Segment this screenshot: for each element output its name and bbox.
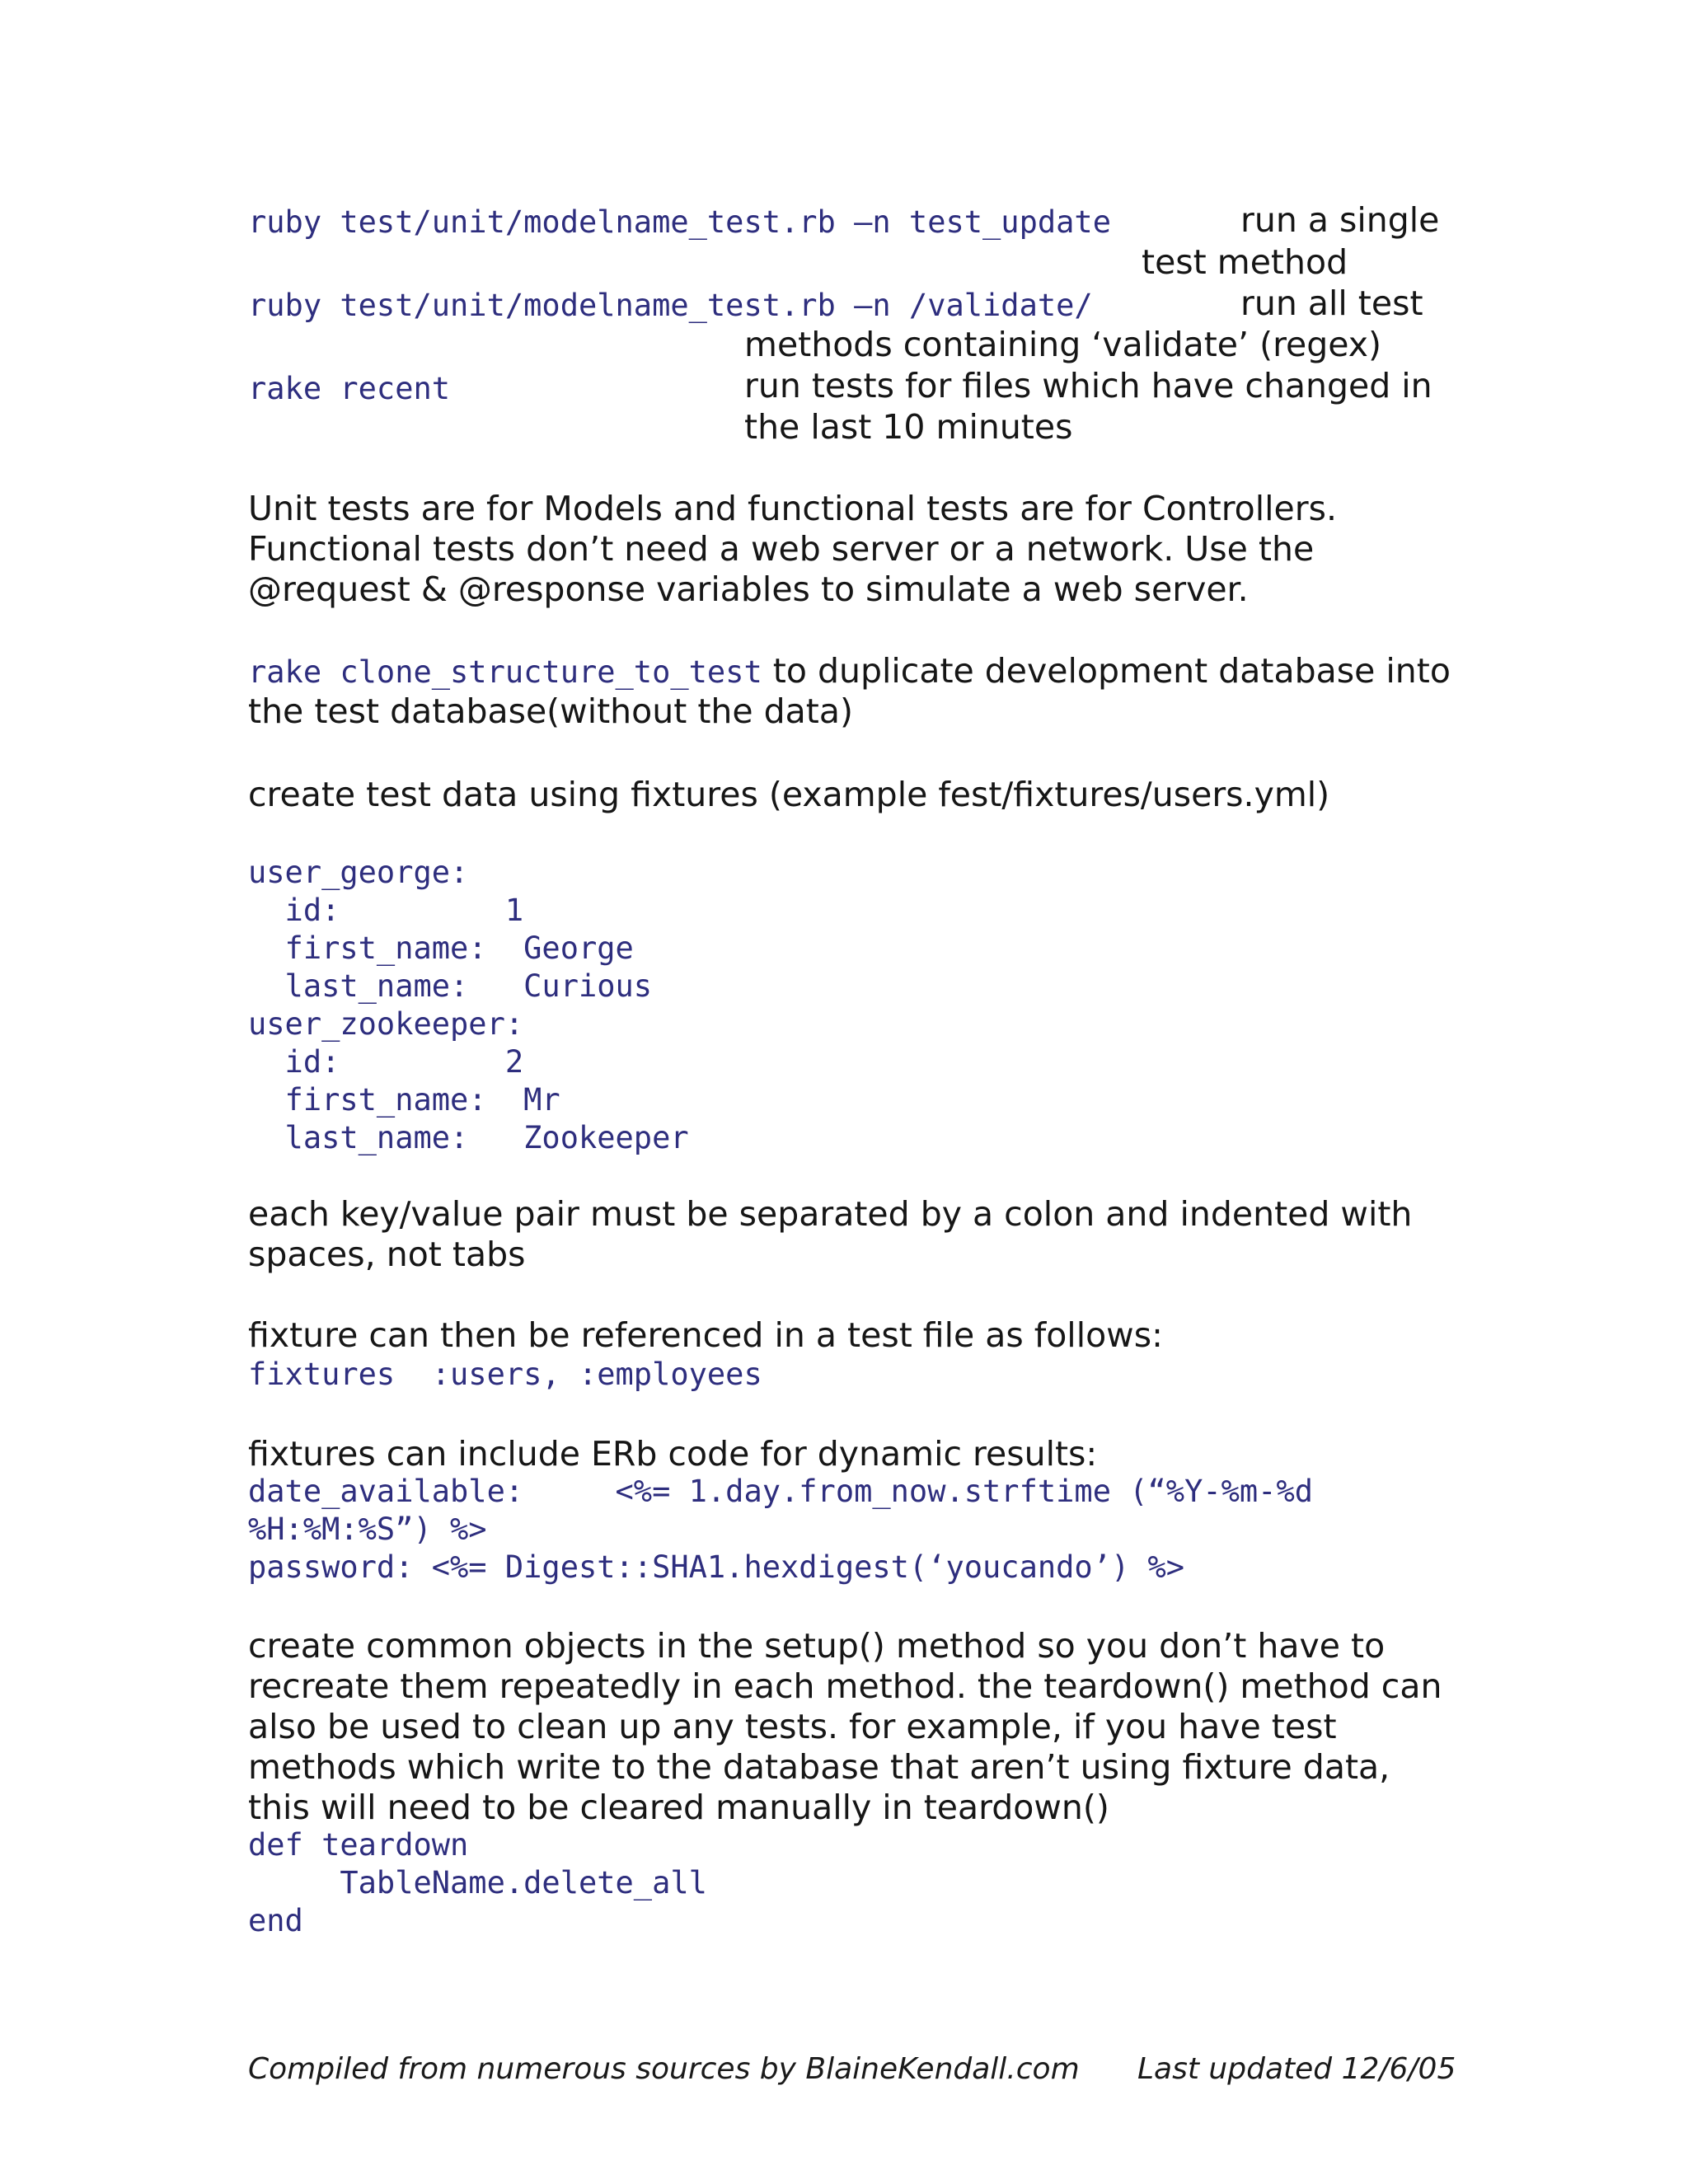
code-line: first_name: George	[248, 930, 634, 966]
code-line: user_george:	[248, 855, 469, 890]
command-run-single-desc-2: test method	[1142, 242, 1348, 282]
command-run-single-desc-1: run a single	[1240, 200, 1440, 240]
footer-credit: Compiled from numerous sources by BlaineKendall.com	[248, 2052, 1080, 2086]
code-line: date_available: <%= 1.day.from_now.strftime (“%Y-%m-%d	[248, 1474, 1314, 1509]
code-line: last_name: Zookeeper	[248, 1120, 689, 1155]
code-line: password: <%= Digest::SHA1.hexdigest(‘youcando’) %>	[248, 1549, 1185, 1585]
yaml-fixture-code	[248, 854, 689, 1157]
command-rake-recent-desc-1: run tests for files which have changed in	[744, 366, 1432, 405]
paragraph-unit-tests: Unit tests are for Models and functional tests are for Controllers. Functional tests don’t need a web server or a network. Use the @request & @response variables to simulate a web server.	[248, 489, 1338, 609]
command-rake-recent-desc-2: the last 10 minutes	[744, 407, 1073, 447]
erb-code	[248, 1473, 1313, 1586]
code-fixtures-declaration: fixtures :users, :employees	[248, 1357, 762, 1392]
code-line: %H:%M:%S”) %>	[248, 1511, 487, 1547]
command-run-regex-test: ruby test/unit/modelname_test.rb –n /validate/	[248, 288, 1093, 323]
code-line: user_zookeeper:	[248, 1006, 524, 1042]
paragraph-clone-structure	[248, 651, 1451, 732]
command-run-single-test: ruby test/unit/modelname_test.rb –n test_update	[248, 204, 1111, 240]
command-run-regex-desc-1: run all test	[1240, 284, 1423, 323]
paragraph-erb: fixtures can include ERb code for dynamic results:	[248, 1434, 1098, 1474]
teardown-code	[248, 1826, 707, 1940]
paragraph-setup-teardown: create common objects in the setup() method so you don’t have to recreate them repeatedly in each method. the teardown() method can also be used to clean up any tests. for example, if you have test methods which write to the database that aren’t using fixture data, this will need to be cleared manually in teardown()	[248, 1626, 1442, 1827]
code-line: id: 2	[248, 1044, 524, 1080]
paragraph-fixtures-intro: create test data using fixtures (example fest/fixtures/users.yml)	[248, 775, 1330, 814]
paragraph-key-value: each key/value pair must be separated by a colon and indented with spaces, not tabs	[248, 1194, 1413, 1274]
command-clone-structure: rake clone_structure_to_test	[248, 654, 762, 690]
code-line: first_name: Mr	[248, 1082, 560, 1118]
command-run-regex-desc-2: methods containing ‘validate’ (regex)	[744, 325, 1382, 364]
code-line: def teardown	[248, 1827, 469, 1863]
footer-last-updated: Last updated 12/6/05	[1137, 2052, 1456, 2086]
command-rake-recent: rake recent	[248, 371, 451, 406]
code-line: id: 1	[248, 893, 524, 928]
code-line: end	[248, 1903, 303, 1938]
clone-structure-desc: to duplicate development database into the test database(without the data)	[248, 651, 1451, 731]
code-line: last_name: Curious	[248, 968, 653, 1004]
paragraph-fixture-reference: fixture can then be referenced in a test file as follows:	[248, 1315, 1163, 1355]
code-line: TableName.delete_all	[248, 1865, 707, 1900]
